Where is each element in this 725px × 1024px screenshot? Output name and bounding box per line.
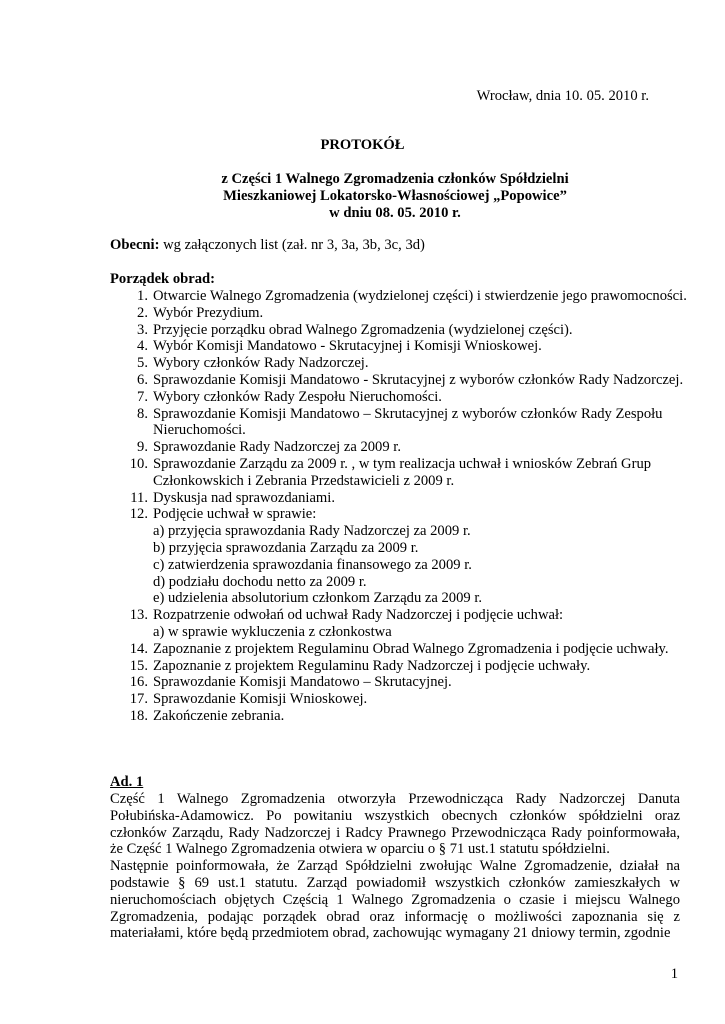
subtitle-line: w dniu 08. 05. 2010 r. bbox=[329, 204, 461, 221]
agenda-item bbox=[110, 506, 690, 607]
agenda-item-text: Wybór Prezydium. bbox=[153, 304, 264, 321]
agenda-item bbox=[110, 708, 690, 725]
agenda-item-text: Zakończenie zebrania. bbox=[153, 707, 285, 724]
document-subtitle bbox=[0, 171, 725, 221]
agenda-item bbox=[110, 338, 690, 355]
agenda-subitem: e) udzielenia absolutorium członkom Zarządu za 2009 r. bbox=[153, 590, 483, 607]
agenda-item bbox=[110, 658, 690, 675]
agenda-subitem: d) podziału dochodu netto za 2009 r. bbox=[153, 573, 367, 590]
agenda-item-text: Dyskusja nad sprawozdaniami. bbox=[153, 489, 335, 506]
agenda-item-number: 18. bbox=[129, 707, 148, 724]
agenda-item bbox=[110, 691, 690, 708]
agenda-item bbox=[110, 406, 690, 440]
agenda-item bbox=[110, 607, 690, 641]
agenda-item-number: 7. bbox=[137, 388, 148, 405]
agenda-item bbox=[110, 439, 690, 456]
agenda-item-number: 8. bbox=[137, 405, 148, 422]
agenda-item-number: 16. bbox=[129, 674, 148, 691]
agenda-item-number: 13. bbox=[129, 607, 148, 624]
section-heading: Ad. 1 bbox=[110, 774, 144, 790]
agenda-item bbox=[110, 322, 690, 339]
agenda-item-number: 9. bbox=[137, 439, 148, 456]
agenda-item-number: 5. bbox=[137, 355, 148, 372]
agenda-item bbox=[110, 456, 690, 490]
agenda-item-text: Podjęcie uchwał w sprawie: bbox=[153, 506, 317, 523]
body-paragraph: Następnie poinformowała, że Zarząd Spółdzielni zwołując Walne Zgromadzenie, działał na podstawie § 69 ust.1 statutu. Zarząd powiadomił wszystkich członków zamieszkałych w nieruchomościach objętych Częścią 1 Walnego Zgromadzenia o czasie i miejscu Walnego Zgromadzenia, podając porządek obrad oraz informację o możliwości zapoznania się z materiałami, które będą przedmiotem obrad, zachowując wymagany 21 dniowy termin, zgodnie bbox=[110, 858, 680, 942]
agenda-subitem: c) zatwierdzenia sprawozdania finansowego za 2009 r. bbox=[153, 556, 472, 573]
agenda-item bbox=[110, 288, 690, 305]
agenda-item-number: 2. bbox=[137, 304, 148, 321]
agenda-item-number: 11. bbox=[130, 489, 148, 506]
agenda-item-text: Sprawozdanie Komisji Mandatowo – Skrutacyjnej. bbox=[153, 674, 452, 691]
attendance-line bbox=[110, 237, 425, 254]
agenda-item bbox=[110, 372, 690, 389]
agenda-subitem: a) przyjęcia sprawozdania Rady Nadzorczej za 2009 r. bbox=[153, 523, 471, 540]
section-body bbox=[110, 791, 680, 942]
agenda-item-number: 4. bbox=[137, 338, 148, 355]
agenda-item-text: Wybory członków Rady Zespołu Nieruchomości. bbox=[153, 388, 442, 405]
agenda-item-number: 1. bbox=[137, 288, 148, 304]
agenda-item-text: Sprawozdanie Komisji Mandatowo - Skrutacyjnej z wyborów członków Rady Nadzorczej. bbox=[153, 371, 684, 388]
place-date: Wrocław, dnia 10. 05. 2010 r. bbox=[476, 88, 649, 104]
agenda-item-text: Przyjęcie porządku obrad Walnego Zgromadzenia (wydzielonej części). bbox=[153, 321, 573, 338]
agenda-subitem: b) przyjęcia sprawozdania Zarządu za 2009 r. bbox=[153, 539, 419, 556]
agenda-item bbox=[110, 355, 690, 372]
agenda-subitem: a) w sprawie wykluczenia z członkostwa bbox=[153, 623, 392, 640]
agenda-item bbox=[110, 641, 690, 658]
agenda-item-number: 3. bbox=[137, 321, 148, 338]
agenda-item-text: Sprawozdanie Komisji Mandatowo – Skrutacyjnej z wyborów członków Rady Zespołu Nieruchomości. bbox=[153, 405, 663, 439]
attendance-label: Obecni: bbox=[110, 237, 160, 253]
agenda-item-text: Sprawozdanie Komisji Wnioskowej. bbox=[153, 691, 368, 708]
page-number: 1 bbox=[670, 966, 678, 982]
document-title: PROTOKÓŁ bbox=[320, 137, 405, 153]
agenda-item-number: 12. bbox=[129, 506, 148, 523]
subtitle-line: Mieszkaniowej Lokatorsko-Własnościowej „Popowice” bbox=[223, 187, 567, 204]
agenda-item-number: 15. bbox=[129, 657, 148, 674]
agenda-item-text: Zapoznanie z projektem Regulaminu Obrad Walnego Zgromadzenia i podjęcie uchwały. bbox=[153, 640, 669, 657]
agenda-item-number: 17. bbox=[129, 691, 148, 708]
attendance-text: wg załączonych list (zał. nr 3, 3a, 3b, 3c, 3d) bbox=[159, 237, 425, 253]
agenda-item bbox=[110, 490, 690, 507]
agenda-item-text: Otwarcie Walnego Zgromadzenia (wydzielonej części) i stwierdzenie jego prawomocności. bbox=[153, 288, 687, 304]
agenda-item bbox=[110, 389, 690, 406]
agenda-heading: Porządek obrad: bbox=[110, 271, 215, 287]
agenda-item-number: 14. bbox=[129, 640, 148, 657]
agenda-item bbox=[110, 305, 690, 322]
agenda-item-text: Sprawozdanie Zarządu za 2009 r. , w tym realizacja uchwał i wniosków Zebrań Grup Członkowskich i Zebrania Przedstawicieli z 2009 r. bbox=[153, 455, 652, 489]
agenda-list bbox=[110, 288, 690, 725]
agenda-item-text: Wybory członków Rady Nadzorczej. bbox=[153, 355, 369, 372]
agenda-item-text: Wybór Komisji Mandatowo - Skrutacyjnej i Komisji Wnioskowej. bbox=[153, 338, 542, 355]
agenda-item-text: Rozpatrzenie odwołań od uchwał Rady Nadzorczej i podjęcie uchwał: bbox=[153, 607, 564, 624]
agenda-item bbox=[110, 674, 690, 691]
agenda-item-text: Zapoznanie z projektem Regulaminu Rady Nadzorczej i podjęcie uchwały. bbox=[153, 657, 591, 674]
body-paragraph: Część 1 Walnego Zgromadzenia otworzyła Przewodnicząca Rady Nadzorczej Danuta Połubińska-Adamowicz. Po powitaniu wszystkich obecnych członków spółdzielni oraz członków Zarządu, Rady Nadzorczej i Radcy Prawnego Przewodnicząca Rady poinformowała, że Część 1 Walnego Zgromadzenia otwiera w oparciu o § 71 ust.1 statutu spółdzielni. bbox=[110, 791, 680, 858]
agenda-item-text: Sprawozdanie Rady Nadzorczej za 2009 r. bbox=[153, 439, 401, 456]
agenda-item-number: 6. bbox=[137, 371, 148, 388]
subtitle-line: z Części 1 Walnego Zgromadzenia członków Spółdzielni bbox=[221, 171, 569, 187]
agenda-item-number: 10. bbox=[129, 455, 148, 472]
